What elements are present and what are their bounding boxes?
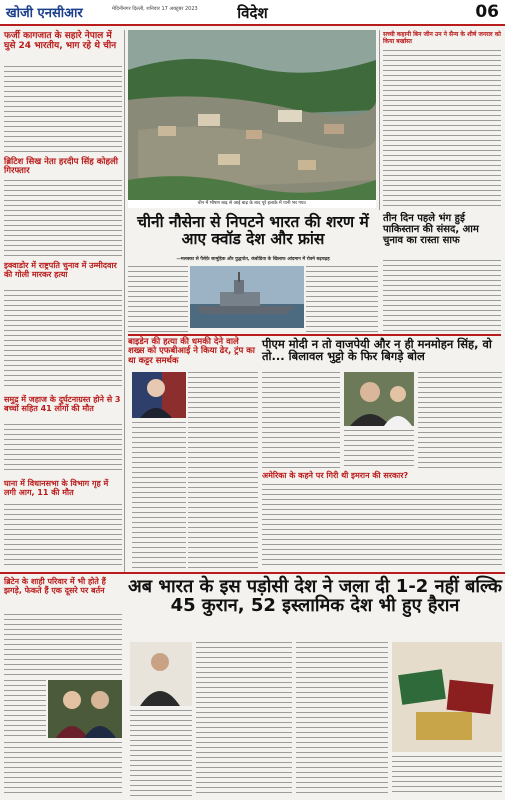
column-divider: [379, 30, 380, 210]
headline-kohli: ब्रिटिश सिख नेता हरदीप सिंह कोहली गिरफ्तार: [4, 157, 118, 177]
article-body-ecuador: [4, 290, 122, 390]
section-rule: [128, 334, 501, 336]
quran-image-1: [130, 642, 192, 706]
article-body-ship: [4, 424, 122, 474]
biden-image: [132, 372, 186, 418]
quran-photo-2: [392, 642, 502, 752]
article-body-nepal: [4, 66, 122, 152]
biden-photo: [132, 372, 186, 418]
newspaper-logo: खोजी एनसीआर: [6, 6, 83, 21]
headline-royal: ब्रिटेन के शाही परिवार में भी होते हैं झगड़े, फेकते हैं एक दूसरे पर बर्तन: [4, 577, 106, 595]
article-body-quran-a: [196, 642, 292, 796]
article-body-quran-b: [130, 710, 192, 796]
headline-ship: समुद्र में जहाज के दुर्घटनाग्रस्त होने से 3 बच्चों सहित 41 लोगों की मौत: [4, 395, 121, 413]
article-body-royal-c: [4, 742, 122, 796]
article-body-biden-a: [188, 372, 258, 568]
main-strap: —मलक्का से पैसेफ़े सामूहिक और युद्धपोत, कंबोडिया के खिलाफ आंदमान में रोक्ने बढ़चढ़ह: [176, 257, 330, 262]
article-body-bilawal-b: [344, 430, 414, 468]
article-body-bilawal-a: [262, 372, 340, 468]
article-body-royal-a: [4, 614, 122, 676]
headline-kim: सच्ची कहानी बिन जीन उन ने सैन्य के शीर्ष जनरल को किया बर्खास्त: [383, 31, 501, 45]
royal-photo: [48, 680, 122, 738]
flood-photo: [128, 30, 376, 208]
article-body-quran-d: [392, 756, 502, 796]
quran-image-2: [392, 642, 502, 752]
section-rule: [0, 572, 505, 574]
quran-photo-1: [130, 642, 192, 706]
article-body-pakistan: [383, 260, 501, 332]
warship-photo: [190, 266, 304, 328]
article-body-kim: [383, 50, 501, 208]
article-body-biden-b: [132, 422, 186, 568]
column-divider: [124, 30, 125, 572]
article-body-quran-c: [296, 642, 388, 796]
article-body-royal-b: [4, 680, 46, 738]
headline-usa-imran: अमेरिका के कहने पर गिरी थी इमरान की सरकार?: [262, 471, 409, 480]
article-body-ghana: [4, 504, 122, 566]
masthead: [0, 0, 505, 26]
article-body-bilawal-c: [418, 372, 502, 468]
warship-image: [190, 266, 304, 328]
article-body-usa-imran: [262, 484, 502, 568]
main-body-col1: [128, 266, 188, 332]
headline-bilawal: पीएम मोदी न तो वाजपेयी और न ही मनमोहन सिंह, वो तो... बिलावल भुट्टो के फिर बिगड़े बोल: [262, 337, 492, 364]
headline-quran: अब भारत के इस पड़ोसी देश ने जला दी 1-2 नहीं बल्कि 45 कुरान, 52 इस्लामिक देश भी हुए हैरान: [128, 576, 502, 617]
main-headline: चीनी नौसेना से निपटने भारत की शरण में आए क्वॉड देश और फ्रांस: [137, 213, 369, 248]
royal-image: [48, 680, 122, 738]
headline-ecuador: इक्वाडोर में राष्ट्रपति चुनाव में उम्मीदवार की गोली मारकर हत्या: [4, 261, 117, 279]
flood-caption: चीन में भीषण बाढ़ से आई बाढ़ के बाद पूरे इलाके में पानी भर गया।: [128, 200, 376, 208]
headline-pakistan: तीन दिन पहले भंग हुई पाकिस्तान की संसद, आम चुनाव का रास्ता साफ: [383, 213, 479, 246]
bilawal-image: [344, 372, 414, 426]
page-number: 06: [475, 2, 499, 22]
main-body-col3: [306, 266, 378, 332]
article-body-kohli: [4, 180, 122, 256]
headline-ghana: घाना में विधानसभा के विभाग गृह में लगी आग, 11 की मौत: [4, 479, 109, 497]
flood-image: [128, 30, 376, 208]
headline-nepal: फर्जी कागजात के सहारे नेपाल में घुसे 24 भारतीय, भाग रहे थे चीन: [4, 31, 117, 51]
section-title: विदेश: [237, 4, 268, 22]
bilawal-photo: [344, 372, 414, 426]
headline-biden: बाइडेन की हत्या की धमकी देने वाले शख्स को एफबीआई ने किया ढेर, ट्रंप का था कट्टर समर्थक: [128, 337, 255, 366]
dateline: मेदिनीनगर दिल्ली, शनिवार 17 अक्टूबर 2023: [112, 6, 198, 12]
